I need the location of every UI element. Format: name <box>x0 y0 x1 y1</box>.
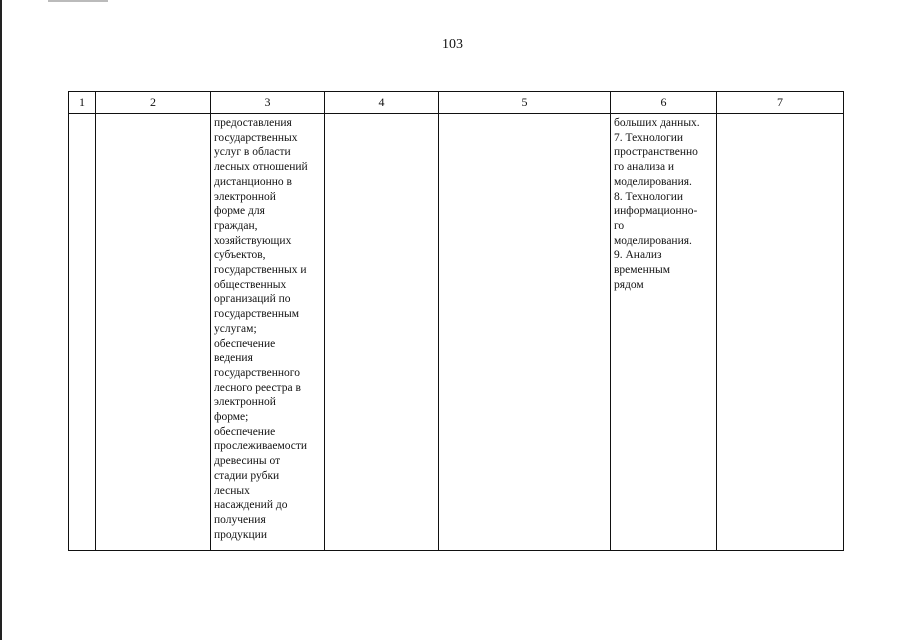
cell-col-3 <box>211 114 325 551</box>
cell-line: форме; <box>214 411 249 424</box>
cell-line: го анализа и <box>614 161 675 174</box>
scan-left-edge <box>0 0 2 640</box>
column-header-2: 2 <box>96 92 211 114</box>
column-header-6: 6 <box>611 92 717 114</box>
cell-line: государственных и <box>214 264 307 277</box>
cell-col-1 <box>69 114 96 551</box>
cell-line: моделирования. <box>614 175 692 188</box>
column-header-5: 5 <box>439 92 611 114</box>
cell-line: лесных отношений <box>214 161 308 174</box>
cell-col-6-text <box>611 114 716 292</box>
cell-col-4 <box>325 114 439 551</box>
cell-line: государственного <box>214 366 300 379</box>
page-number: 103 <box>442 37 463 52</box>
cell-line: моделирования. <box>614 234 692 247</box>
cell-line: рядом <box>614 278 644 291</box>
cell-line: продукции <box>214 528 267 541</box>
cell-line: электронной <box>214 190 276 203</box>
cell-line: обеспечение <box>214 425 276 438</box>
cell-line: лесного реестра в <box>214 381 301 394</box>
cell-line: временным <box>614 264 670 277</box>
cell-line: получения <box>214 513 266 526</box>
cell-line: древесины от <box>214 455 281 468</box>
cell-line: общественных <box>214 278 287 291</box>
column-header-4: 4 <box>325 92 439 114</box>
document-table <box>68 91 844 551</box>
cell-col-2 <box>96 114 211 551</box>
cell-line: насаждений до <box>214 499 288 512</box>
cell-line: больших данных. <box>614 117 700 129</box>
cell-line: пространственно <box>614 146 698 159</box>
cell-line: го <box>614 219 625 232</box>
cell-line: лесных <box>214 484 250 497</box>
cell-col-5 <box>439 114 611 551</box>
cell-col-3-text <box>211 114 324 542</box>
column-header-7: 7 <box>717 92 844 114</box>
cell-line: граждан, <box>214 219 258 232</box>
cell-line: предоставления <box>214 117 292 129</box>
cell-line: услугам; <box>214 322 257 335</box>
cell-line: 8. Технологии <box>614 190 684 203</box>
table-row <box>69 114 844 551</box>
cell-line: 7. Технологии <box>614 131 684 144</box>
scan-top-mark <box>48 0 108 2</box>
cell-line: информационно- <box>614 205 698 218</box>
cell-line: форме для <box>214 205 265 218</box>
cell-col-7 <box>717 114 844 551</box>
cell-line: субъектов, <box>214 249 266 262</box>
cell-line: государственным <box>214 308 300 321</box>
cell-line: стадии рубки <box>214 469 280 482</box>
cell-line: государственных <box>214 131 298 144</box>
cell-line: хозяйствующих <box>214 234 292 247</box>
cell-line: обеспечение <box>214 337 276 350</box>
cell-col-6 <box>611 114 717 551</box>
cell-line: 9. Анализ <box>614 249 662 262</box>
cell-line: электронной <box>214 396 276 409</box>
cell-line: ведения <box>214 352 253 365</box>
column-header-3: 3 <box>211 92 325 114</box>
cell-line: услуг в области <box>214 146 291 159</box>
cell-line: прослеживаемости <box>214 440 308 453</box>
header-row <box>69 92 844 114</box>
cell-line: организаций по <box>214 293 291 306</box>
column-header-1: 1 <box>69 92 96 114</box>
cell-line: дистанционно в <box>214 175 292 188</box>
